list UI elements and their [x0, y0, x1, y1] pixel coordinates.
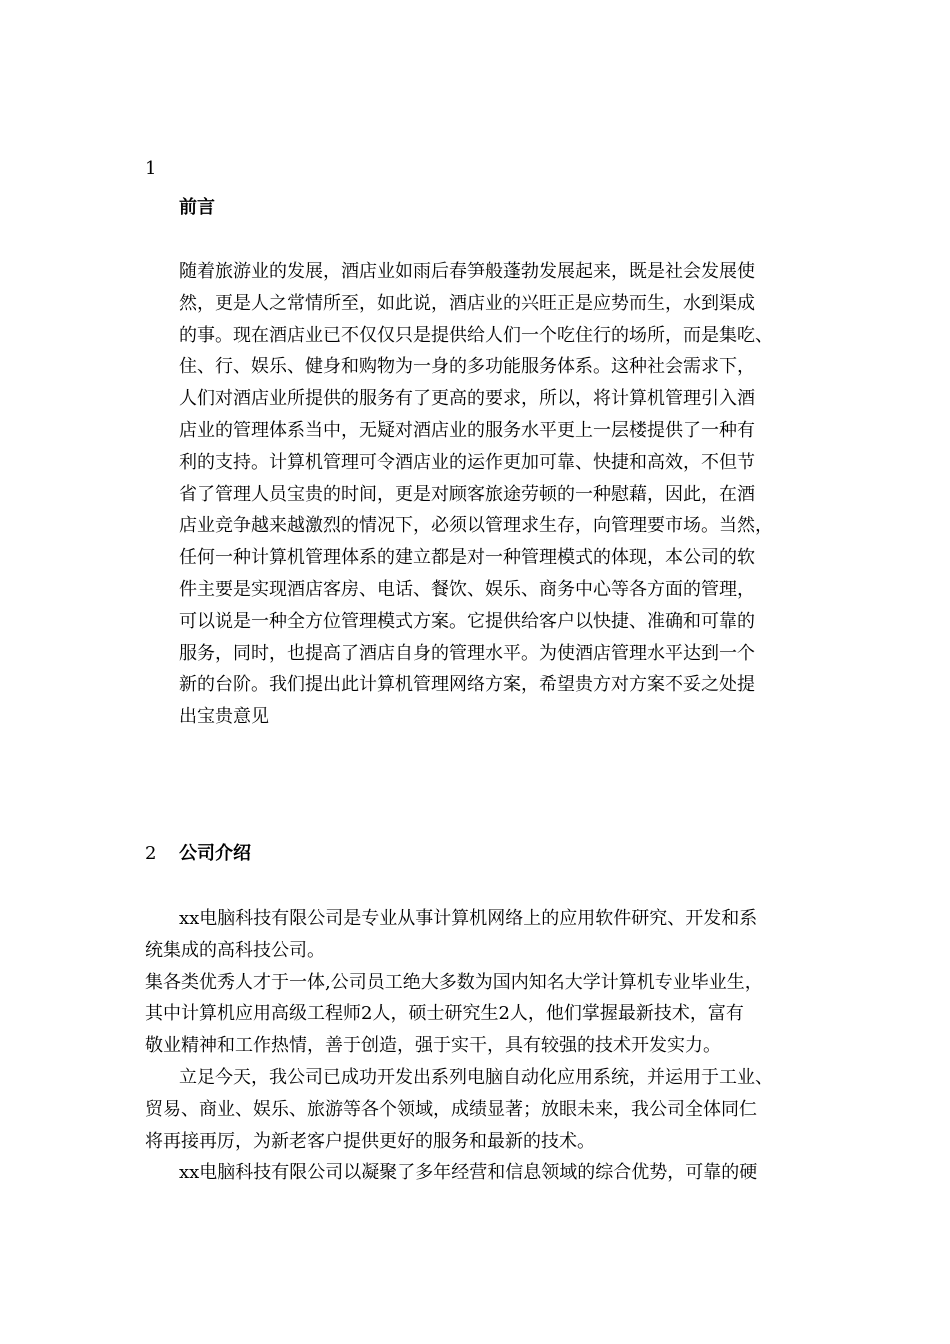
company-intro-paragraphs: [145, 903, 845, 1189]
text-line: 任何一种计算机管理体系的建立都是对一种管理模式的体现，本公司的软: [179, 547, 755, 569]
preface-paragraph: [179, 256, 839, 733]
text-line: 然，更是人之常情所至，如此说，酒店业的兴旺正是应势而生，水到渠成: [179, 292, 755, 314]
text-line: 服务，同时，也提高了酒店自身的管理水平。为使酒店管理水平达到一个: [179, 642, 755, 664]
text-line: 出宝贵意见: [179, 706, 269, 728]
text-line: 敬业精神和工作热情，善于创造，强于实干，具有较强的技术开发实力。: [145, 1035, 721, 1057]
text-line: 件主要是实现酒店客房、电话、餐饮、娱乐、商务中心等各方面的管理，: [179, 578, 755, 600]
text-line: 其中计算机应用高级工程师2人，硕士研究生2人，他们掌握最新技术，富有: [145, 1003, 744, 1025]
section-1-number: 1: [145, 158, 157, 179]
text-line: 店业竞争越来越激烈的情况下，必须以管理求生存，向管理要市场。当然，: [179, 515, 773, 537]
text-line: xx电脑科技有限公司以凝聚了多年经营和信息领域的综合优势，可靠的硬: [179, 1162, 758, 1184]
text-line: 随着旅游业的发展，酒店业如雨后春笋般蓬勃发展起来，既是社会发展使: [179, 261, 755, 282]
text-line: 人们对酒店业所提供的服务有了更高的要求，所以，将计算机管理引入酒: [179, 388, 755, 410]
text-line: 统集成的高科技公司。: [145, 939, 325, 961]
text-line: 新的台阶。我们提出此计算机管理网络方案，希望贵方对方案不妥之处提: [179, 674, 755, 696]
text-line: 的事。现在酒店业已不仅仅只是提供给人们一个吃住行的场所，而是集吃、: [179, 324, 773, 346]
text-line: xx电脑科技有限公司是专业从事计算机网络上的应用软件研究、开发和系: [179, 908, 758, 929]
text-line: 将再接再厉，为新老客户提供更好的服务和最新的技术。: [145, 1130, 595, 1152]
section-2-heading: 公司介绍: [179, 843, 251, 864]
text-line: 店业的管理体系当中，无疑对酒店业的服务水平更上一层楼提供了一种有: [179, 419, 755, 441]
section-2-number: 2: [145, 843, 157, 864]
text-line: 住、行、娱乐、健身和购物为一身的多功能服务体系。这种社会需求下，: [179, 356, 755, 378]
text-line: 利的支持。计算机管理可令酒店业的运作更加可靠、快捷和高效，不但节: [179, 451, 755, 473]
section-1-heading: 前言: [179, 197, 215, 218]
text-line: 立足今天，我公司已成功开发出系列电脑自动化应用系统，并运用于工业、: [179, 1066, 773, 1088]
text-line: 贸易、商业、娱乐、旅游等各个领域，成绩显著；放眼未来，我公司全体同仁: [145, 1098, 757, 1120]
text-line: 集各类优秀人才于一体,公司员工绝大多数为国内知名大学计算机专业毕业生，: [145, 971, 763, 993]
section-2-heading-row: [145, 841, 251, 867]
text-line: 可以说是一种全方位管理模式方案。它提供给客户以快捷、准确和可靠的: [179, 610, 755, 632]
text-line: 省了管理人员宝贵的时间，更是对顾客旅途劳顿的一种慰藉，因此，在酒: [179, 483, 755, 505]
